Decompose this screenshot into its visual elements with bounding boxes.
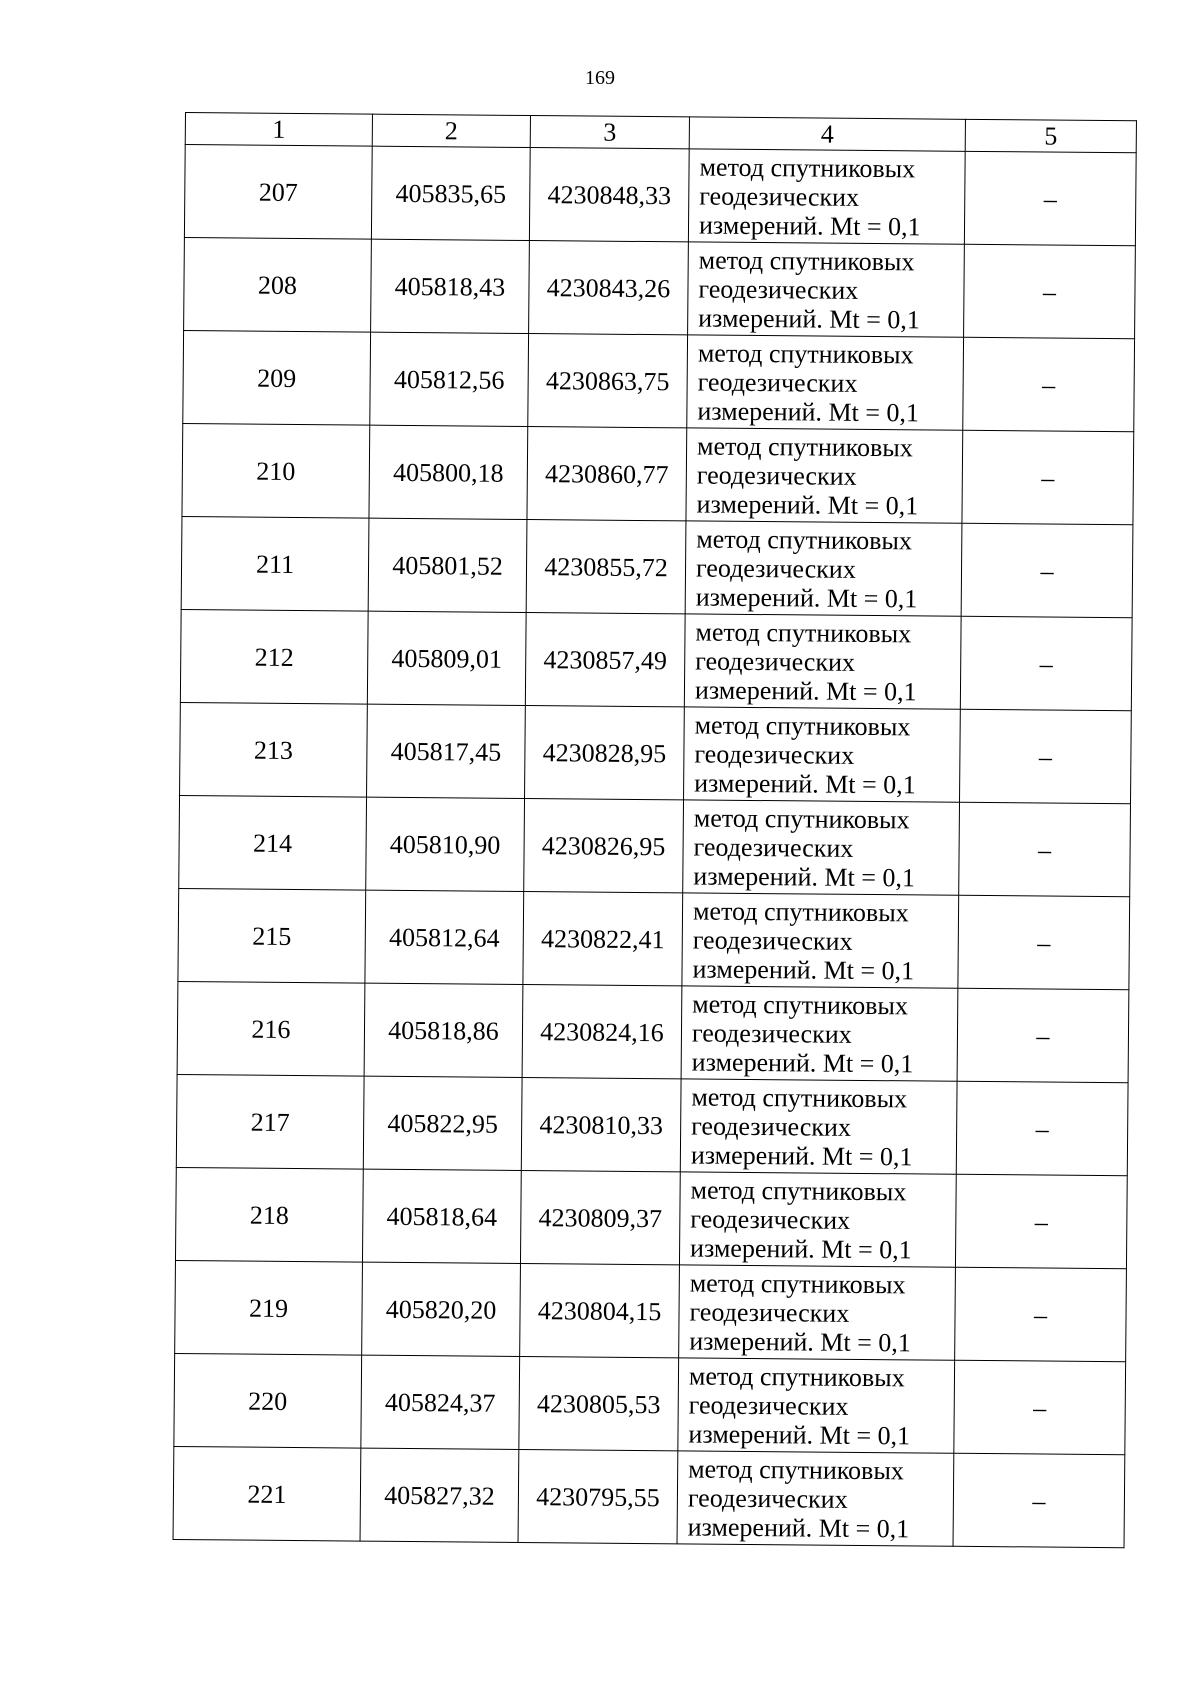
table-row (180, 609, 1132, 710)
method-line: измерений. Mt = 0,1 (692, 953, 915, 985)
y-coordinate-cell: 4230810,33 (521, 1077, 681, 1171)
y-coordinate-cell: 4230828,95 (525, 705, 685, 799)
x-coordinate-cell: 405818,86 (364, 983, 523, 1077)
note-cell: – (964, 151, 1136, 245)
x-coordinate-cell: 405822,95 (363, 1076, 522, 1170)
method-line: метод спутниковых (692, 895, 909, 927)
table-row (173, 1446, 1125, 1547)
y-coordinate-cell: 4230804,15 (520, 1263, 680, 1357)
method-line: геодезических (691, 1017, 852, 1049)
point-number-cell: 208 (184, 237, 372, 332)
y-coordinate-cell: 4230826,95 (524, 798, 684, 892)
page-number: 169 (585, 67, 615, 89)
y-coordinate-cell: 4230824,16 (522, 984, 682, 1078)
note-cell: – (959, 802, 1131, 896)
x-coordinate-cell: 405818,43 (371, 239, 530, 333)
method-cell (680, 1079, 957, 1174)
note-cell: – (955, 1267, 1127, 1361)
method-line: геодезических (695, 552, 856, 584)
method-line: геодезических (688, 1389, 849, 1421)
method-cell (687, 335, 964, 430)
table-row (176, 1074, 1128, 1175)
table-row (182, 423, 1134, 524)
method-line: геодезических (690, 1203, 851, 1235)
method-line: измерений. Mt = 0,1 (695, 581, 918, 613)
method-line: метод спутниковых (698, 244, 915, 276)
x-coordinate-cell: 405818,64 (362, 1169, 521, 1263)
table-row (177, 981, 1129, 1082)
method-line: метод спутниковых (695, 616, 912, 648)
x-coordinate-cell: 405824,37 (361, 1355, 520, 1449)
y-coordinate-cell: 4230843,26 (529, 241, 689, 335)
y-coordinate-cell: 4230857,49 (525, 612, 685, 706)
point-number-cell: 216 (177, 981, 365, 1076)
method-cell (686, 428, 963, 523)
header-col-2: 2 (372, 114, 530, 147)
method-line: геодезических (695, 645, 856, 677)
table-row (179, 795, 1131, 896)
y-coordinate-cell: 4230809,37 (520, 1170, 680, 1264)
point-number-cell: 215 (178, 888, 366, 983)
method-line: геодезических (694, 738, 855, 770)
y-coordinate-cell: 4230805,53 (519, 1356, 679, 1450)
method-line: измерений. Mt = 0,1 (691, 1046, 914, 1078)
method-line: метод спутниковых (690, 1174, 907, 1206)
x-coordinate-cell: 405817,45 (367, 704, 526, 798)
method-line: измерений. Mt = 0,1 (696, 488, 919, 520)
table-row (180, 702, 1132, 803)
point-number-cell: 209 (183, 330, 371, 425)
y-coordinate-cell: 4230863,75 (528, 334, 688, 428)
method-cell (688, 242, 965, 337)
point-number-cell: 207 (184, 145, 372, 240)
method-line: геодезических (693, 831, 854, 863)
y-coordinate-cell: 4230860,77 (527, 427, 687, 521)
note-cell: – (955, 1174, 1127, 1268)
y-coordinate-cell: 4230848,33 (529, 148, 689, 242)
point-number-cell: 210 (182, 423, 370, 518)
method-cell (684, 707, 961, 802)
method-line: метод спутниковых (688, 1453, 905, 1485)
method-line: геодезических (692, 924, 853, 956)
method-line: измерений. Mt = 0,1 (697, 395, 920, 427)
method-line: геодезических (697, 366, 858, 398)
note-cell: – (960, 709, 1132, 803)
method-line: метод спутниковых (694, 709, 911, 741)
method-line: измерений. Mt = 0,1 (687, 1511, 910, 1543)
method-cell (688, 149, 965, 244)
method-line: геодезических (699, 180, 860, 212)
method-line: измерений. Mt = 0,1 (693, 860, 916, 892)
method-line: измерений. Mt = 0,1 (688, 1418, 911, 1450)
point-number-cell: 213 (180, 702, 368, 797)
note-cell: – (964, 244, 1136, 338)
table-body (173, 145, 1136, 1548)
method-line: метод спутниковых (697, 337, 914, 369)
method-cell (682, 893, 959, 988)
x-coordinate-cell: 405827,32 (360, 1448, 519, 1542)
note-cell: – (961, 523, 1133, 617)
point-number-cell: 220 (174, 1353, 362, 1448)
method-line: метод спутниковых (689, 1267, 906, 1299)
header-col-1: 1 (185, 113, 372, 147)
method-line: геодезических (698, 273, 859, 305)
method-cell (679, 1265, 956, 1360)
method-cell (678, 1358, 955, 1453)
table-row (183, 330, 1135, 431)
table-row (181, 516, 1133, 617)
y-coordinate-cell: 4230795,55 (518, 1449, 678, 1543)
x-coordinate-cell: 405810,90 (366, 797, 525, 891)
point-number-cell: 211 (181, 516, 369, 611)
method-cell (685, 521, 962, 616)
method-line: метод спутниковых (693, 802, 910, 834)
method-cell (679, 1172, 956, 1267)
method-line: геодезических (696, 459, 857, 491)
table-row (184, 145, 1136, 246)
note-cell: – (954, 1360, 1126, 1454)
point-number-cell: 214 (179, 795, 367, 890)
table-row (178, 888, 1130, 989)
note-cell: – (953, 1453, 1125, 1547)
table-row (184, 237, 1136, 338)
method-cell (677, 1451, 954, 1546)
method-line: геодезических (691, 1110, 852, 1142)
method-line: измерений. Mt = 0,1 (694, 767, 916, 799)
point-number-cell: 219 (175, 1260, 363, 1355)
table-row (174, 1353, 1126, 1454)
method-line: метод спутниковых (696, 430, 913, 462)
x-coordinate-cell: 405800,18 (369, 425, 528, 519)
method-cell (684, 614, 961, 709)
method-line: геодезических (687, 1482, 848, 1514)
header-col-4: 4 (689, 117, 965, 151)
point-number-cell: 217 (176, 1074, 364, 1169)
method-line: измерений. Mt = 0,1 (690, 1139, 913, 1171)
x-coordinate-cell: 405812,56 (370, 332, 529, 426)
note-cell: – (957, 988, 1129, 1082)
point-number-cell: 212 (180, 609, 368, 704)
method-line: метод спутниковых (699, 151, 916, 183)
table-row (175, 1167, 1127, 1268)
x-coordinate-cell: 405809,01 (367, 611, 526, 705)
method-cell (681, 986, 958, 1081)
note-cell: – (956, 1081, 1128, 1175)
method-line: измерений. Mt = 0,1 (694, 674, 917, 706)
method-line: измерений. Mt = 0,1 (698, 209, 921, 241)
method-line: измерений. Mt = 0,1 (698, 302, 920, 334)
method-line: метод спутниковых (696, 523, 913, 555)
method-line: метод спутниковых (691, 1081, 908, 1113)
note-cell: – (958, 895, 1130, 989)
method-cell (683, 800, 960, 895)
point-number-cell: 218 (175, 1167, 363, 1262)
method-line: метод спутниковых (692, 988, 909, 1020)
method-line: измерений. Mt = 0,1 (689, 1325, 912, 1357)
point-number-cell: 221 (173, 1446, 361, 1541)
header-col-5: 5 (965, 119, 1136, 152)
method-line: метод спутниковых (688, 1360, 905, 1392)
y-coordinate-cell: 4230822,41 (523, 891, 683, 985)
method-line: геодезических (689, 1296, 850, 1328)
x-coordinate-cell: 405835,65 (371, 146, 530, 240)
note-cell: – (962, 430, 1134, 524)
coordinates-table (173, 112, 1137, 1548)
x-coordinate-cell: 405801,52 (368, 518, 527, 612)
note-cell: – (960, 616, 1132, 710)
x-coordinate-cell: 405820,20 (362, 1262, 521, 1356)
y-coordinate-cell: 4230855,72 (526, 519, 686, 613)
header-col-3: 3 (530, 116, 689, 149)
x-coordinate-cell: 405812,64 (365, 890, 524, 984)
table-row (175, 1260, 1127, 1361)
note-cell: – (963, 337, 1135, 431)
method-line: измерений. Mt = 0,1 (689, 1232, 912, 1264)
